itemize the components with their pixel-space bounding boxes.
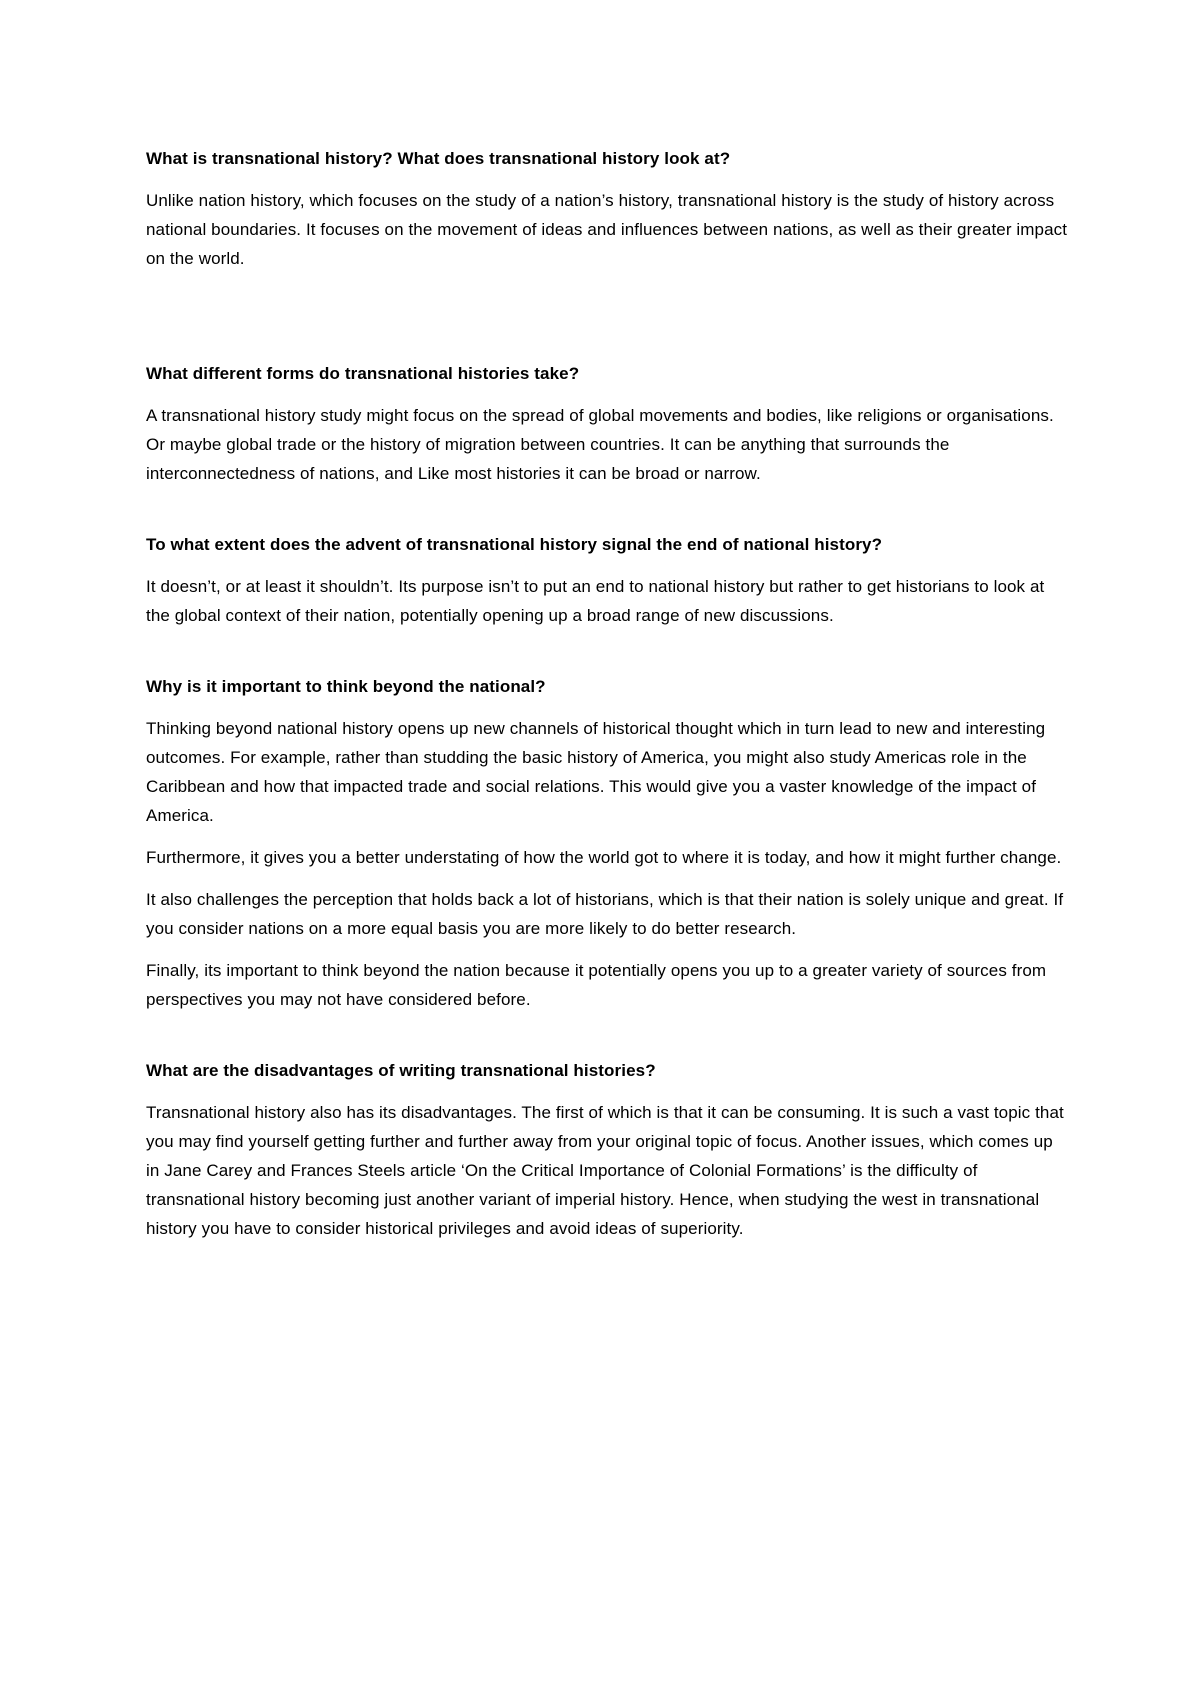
paragraph: Thinking beyond national history opens up new channels of historical thought which in turn lead to new and interesting outcomes. For example, rather than studding the basic history of America, you might also study Americas role in the Caribbean and how that impacted trade and social relations. This would give you a vaster knowledge of the impact of America.: [146, 719, 1046, 825]
section-think-beyond-national: [146, 672, 1071, 1014]
paragraph: A transnational history study might focus on the spread of global movements and bodies, like religions or organisations. Or maybe global trade or the history of migration between countries. It can be anything that surrounds the interconnectedness of nations, and Like most histories it can be broad or narrow.: [146, 406, 1054, 483]
section-heading: Why is it important to think beyond the national?: [146, 677, 546, 696]
section-disadvantages: [146, 1056, 1071, 1243]
section-heading: What different forms do transnational histories take?: [146, 364, 580, 383]
paragraph: Unlike nation history, which focuses on the study of a nation’s history, transnational history is the study of history across national boundaries. It focuses on the movement of ideas and influences between nations, as well as their greater impact on the world.: [146, 191, 1068, 268]
document-body: [146, 144, 1071, 1256]
section-heading: To what extent does the advent of transnational history signal the end of national history?: [146, 535, 883, 554]
paragraph: Transnational history also has its disadvantages. The first of which is that it can be consuming. It is such a vast topic that you may find yourself getting further and further away from your original topic of focus. Another issues, which comes up in Jane Carey and Frances Steels article ‘On the Critical Importance of Colonial Formations’ is the difficulty of transnational history becoming just another variant of imperial history. Hence, when studying the west in transnational history you have to consider historical privileges and avoid ideas of superiority.: [146, 1103, 1064, 1238]
section-end-of-national-history: [146, 530, 1071, 630]
paragraph: It also challenges the perception that holds back a lot of historians, which is that their nation is solely unique and great. If you consider nations on a more equal basis you are more likely to do better research.: [146, 890, 1064, 938]
paragraph: Furthermore, it gives you a better understating of how the world got to where it is today, and how it might further change.: [146, 848, 1062, 867]
section-heading: What is transnational history? What does transnational history look at?: [146, 149, 731, 168]
paragraph: Finally, its important to think beyond the nation because it potentially opens you up to a greater variety of sources from perspectives you may not have considered before.: [146, 961, 1047, 1009]
section-forms-of-transnational-histories: [146, 359, 1071, 488]
section-heading: What are the disadvantages of writing transnational histories?: [146, 1061, 656, 1080]
section-what-is-transnational-history: [146, 144, 1071, 273]
paragraph: It doesn’t, or at least it shouldn’t. Its purpose isn’t to put an end to national history but rather to get historians to look at the global context of their nation, potentially opening up a broad range of new discussions.: [146, 577, 1045, 625]
